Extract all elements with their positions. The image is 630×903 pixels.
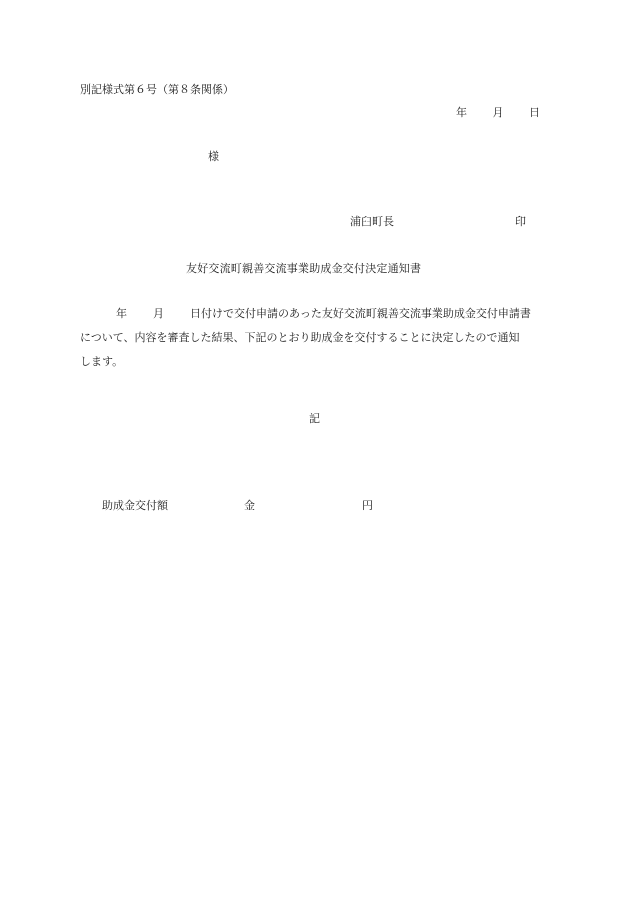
date-month-label: 月	[492, 106, 504, 119]
issue-date	[456, 107, 540, 118]
ki-heading: 記	[309, 412, 320, 425]
body-line-1-text: 日付けで交付申請のあった友好交流町親善交流事業助成金交付申請書	[190, 307, 531, 320]
notice-body-line-3: します。	[80, 355, 124, 368]
recipient-honorific: 様	[208, 150, 219, 163]
date-day-label: 日	[529, 106, 540, 119]
notice-body	[80, 302, 550, 374]
notice-body-line-1	[80, 302, 550, 326]
notice-body-line-2: について、内容を審査した結果、下記のとおり助成金を交付することに決定したので通知	[80, 331, 520, 344]
document-title: 友好交流町親善交流事業助成金交付決定通知書	[186, 262, 422, 275]
seal-mark: 印	[515, 215, 526, 228]
issuer-title: 浦臼町長	[350, 215, 394, 228]
form-number: 別記様式第６号（第８条関係）	[80, 83, 234, 96]
body-month-label: 月	[153, 307, 164, 320]
body-year-label: 年	[116, 307, 127, 320]
grant-amount-prefix: 金	[244, 499, 255, 512]
grant-amount-suffix: 円	[362, 499, 373, 512]
grant-amount-label: 助成金交付額	[102, 499, 168, 512]
date-year-label: 年	[456, 106, 467, 119]
